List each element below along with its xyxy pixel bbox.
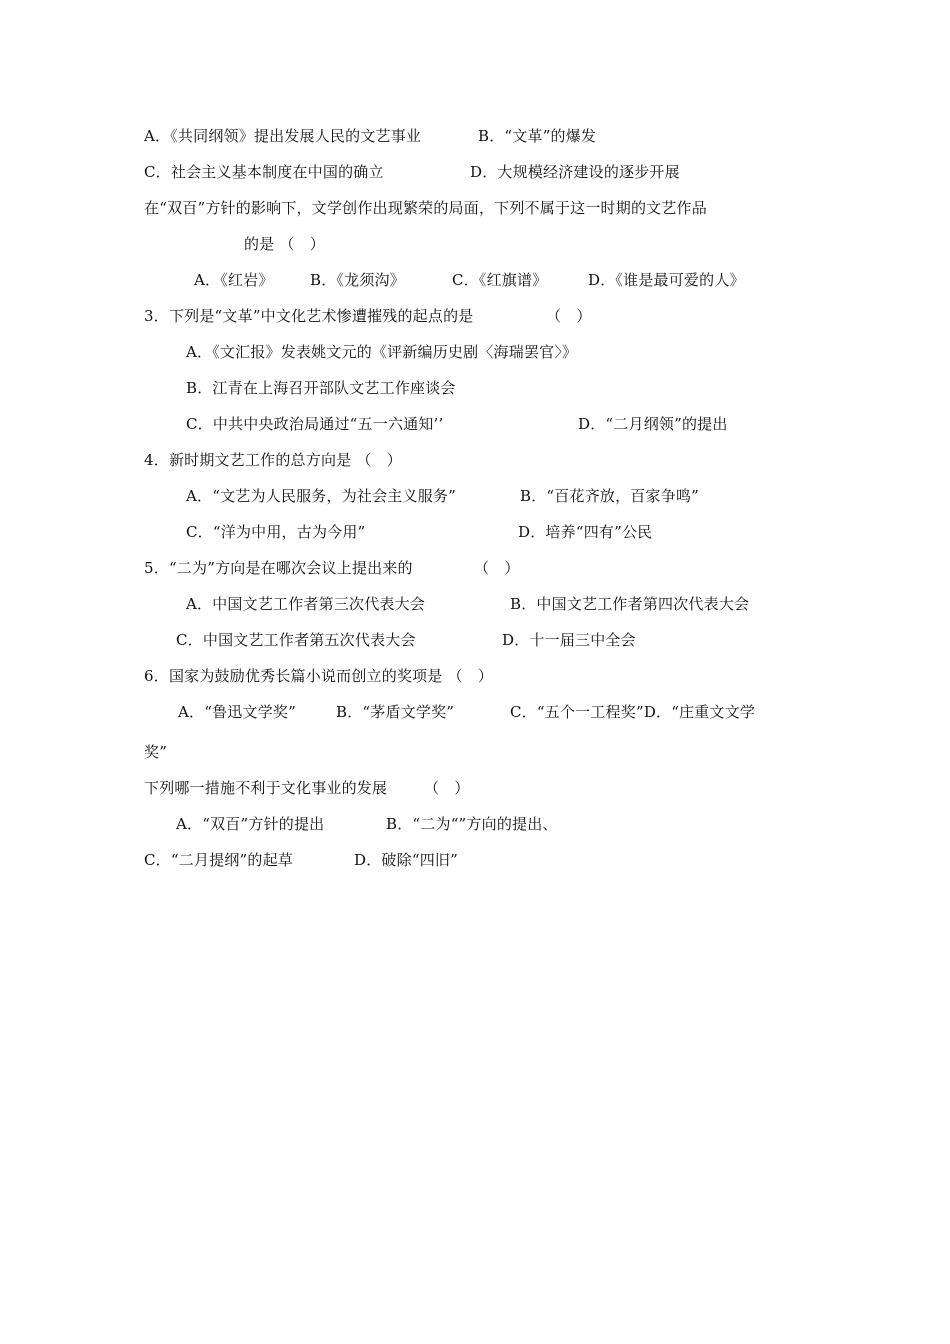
option-cd: C．“五个一工程奖”D．“庄重文文学 bbox=[510, 703, 756, 721]
option-a: A．“鲁迅文学奖” bbox=[178, 703, 296, 721]
question-3-stem: 3．下列是“文革”中文化艺术惨遭摧残的起点的是 bbox=[144, 307, 474, 325]
question-4-stem: 4．新时期文艺工作的总方向是 （ ） bbox=[144, 451, 402, 469]
option-c: C．中共中央政治局通过“五一六通知’’ bbox=[186, 415, 444, 433]
option-a: A．中国文艺工作者第三次代表大会 bbox=[186, 595, 426, 613]
option-b: B．“文革”的爆发 bbox=[478, 127, 597, 145]
option-b: B．“二为“”方向的提出、 bbox=[386, 815, 558, 833]
option-c: C．中国文艺工作者第五次代表大会 bbox=[176, 631, 416, 649]
option-c: C．社会主义基本制度在中国的确立 bbox=[144, 163, 384, 181]
answer-blank: （ ） bbox=[474, 559, 520, 577]
question-2-stem-cont: 的是 （ ） bbox=[244, 235, 325, 253]
option-d: D．十一届三中全会 bbox=[502, 631, 636, 649]
option-c: C．《红旗谱》 bbox=[452, 271, 548, 289]
option-b: B．中国文艺工作者第四次代表大会 bbox=[510, 595, 750, 613]
option-d-cont: 奖” bbox=[144, 743, 168, 761]
option-b: B．《龙须沟》 bbox=[310, 271, 405, 289]
option-a: A．“双百”方针的提出 bbox=[176, 815, 325, 833]
option-a: A．《共同纲领》提出发展人民的文艺事业 bbox=[144, 127, 422, 145]
question-2-stem: 在“双百”方针的影响下，文学创作出现繁荣的局面，下列不属于这一时期的文艺作品 bbox=[144, 199, 707, 217]
option-a: A．“文艺为人民服务，为社会主义服务” bbox=[186, 487, 456, 505]
option-d: D．大规模经济建设的逐步开展 bbox=[470, 163, 680, 181]
option-a: A．《红岩》 bbox=[194, 271, 274, 289]
option-d: D．“二月纲领”的提出 bbox=[578, 415, 728, 433]
option-c: C．“洋为中用，古为今用” bbox=[186, 523, 366, 541]
option-b: B．“百花齐放，百家争鸣” bbox=[520, 487, 699, 505]
option-d: D．培养“四有”公民 bbox=[518, 523, 653, 541]
option-b: B．江青在上海召开部队文艺工作座谈会 bbox=[186, 379, 456, 397]
option-d: D．破除“四旧” bbox=[354, 851, 458, 869]
option-d: D．《谁是最可爱的人》 bbox=[588, 271, 745, 289]
question-7-stem: 下列哪一措施不利于文化事业的发展 bbox=[144, 779, 388, 797]
answer-blank: （ ） bbox=[424, 779, 470, 797]
option-c: C．“二月提纲”的起草 bbox=[144, 851, 294, 869]
option-a: A．《文汇报》发表姚文元的《评新编历史剧〈海瑞罢官〉》 bbox=[186, 343, 578, 361]
question-6-stem: 6．国家为鼓励优秀长篇小说而创立的奖项是 （ ） bbox=[144, 667, 494, 685]
question-5-stem: 5．“二为”方向是在哪次会议上提出来的 bbox=[144, 559, 413, 577]
option-b: B．“茅盾文学奖” bbox=[336, 703, 455, 721]
answer-blank: （ ） bbox=[546, 307, 592, 325]
